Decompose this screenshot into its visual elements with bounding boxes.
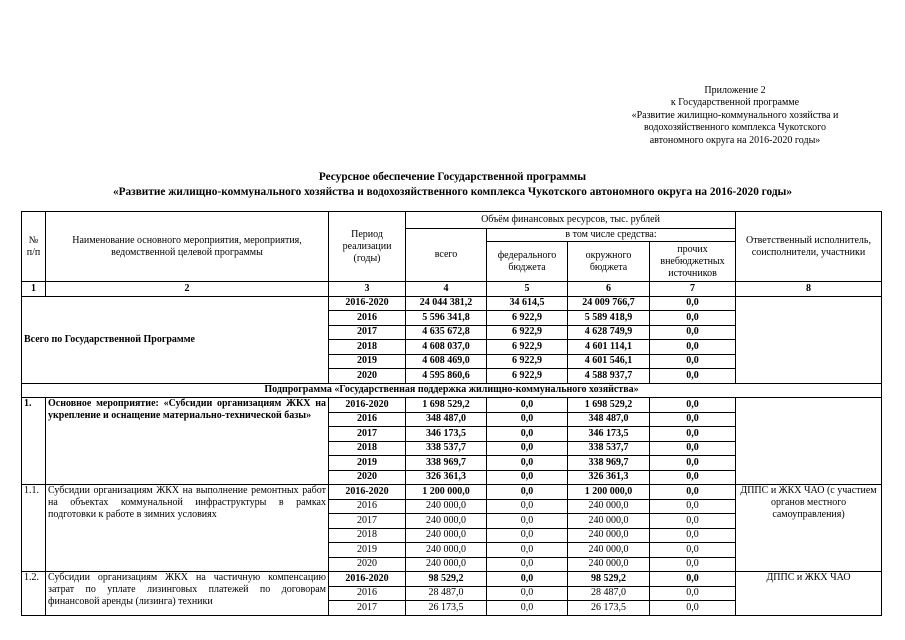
value-cell: 2016 — [329, 412, 406, 427]
value-cell: 4 601 114,1 — [568, 340, 650, 355]
value-cell: 240 000,0 — [568, 543, 650, 558]
value-cell: 2016-2020 — [329, 485, 406, 500]
value-cell: 0,0 — [650, 543, 736, 558]
value-cell: 0,0 — [487, 557, 568, 572]
table-row — [22, 572, 882, 587]
appendix-line: автономного округа на 2016-2020 годы» — [649, 134, 821, 146]
value-cell: 240 000,0 — [406, 514, 487, 529]
value-cell: 0,0 — [487, 543, 568, 558]
col-number: 1 — [22, 282, 46, 297]
appendix-note — [600, 85, 870, 147]
value-cell: 0,0 — [650, 499, 736, 514]
value-cell: 2019 — [329, 456, 406, 471]
header-federal: федерального бюджета — [487, 242, 568, 282]
document-title: Ресурсное обеспечение Государственной программы — [318, 171, 587, 183]
value-cell: 6 922,9 — [487, 340, 568, 355]
row-number: 1.2. — [22, 572, 46, 616]
col-number: 3 — [329, 282, 406, 297]
value-cell: 34 614,5 — [487, 296, 568, 311]
value-cell: 2016 — [329, 499, 406, 514]
value-cell: 98 529,2 — [406, 572, 487, 587]
value-cell: 2019 — [329, 354, 406, 369]
value-cell: 240 000,0 — [568, 557, 650, 572]
value-cell: 0,0 — [487, 456, 568, 471]
value-cell: 0,0 — [487, 586, 568, 601]
value-cell: 26 173,5 — [568, 601, 650, 616]
col-number: 5 — [487, 282, 568, 297]
value-cell: 348 487,0 — [406, 412, 487, 427]
value-cell: 2016 — [329, 311, 406, 326]
value-cell: 240 000,0 — [406, 499, 487, 514]
value-cell: 24 044 381,2 — [406, 296, 487, 311]
column-number-row — [22, 282, 882, 297]
value-cell: 0,0 — [650, 485, 736, 500]
value-cell: 6 922,9 — [487, 325, 568, 340]
value-cell: 2017 — [329, 514, 406, 529]
value-cell: 0,0 — [650, 441, 736, 456]
row-name: Основное мероприятие: «Субсидии организациям ЖКХ на укрепление и оснащение материально-технической базы» — [46, 398, 329, 485]
header-name: Наименование основного мероприятия, мероприятия, ведомственной целевой программы — [46, 212, 329, 282]
value-cell: 0,0 — [650, 427, 736, 442]
value-cell: 2016-2020 — [329, 572, 406, 587]
value-cell: 0,0 — [650, 586, 736, 601]
value-cell: 0,0 — [487, 601, 568, 616]
subprogram-row — [22, 383, 882, 398]
responsible-cell: ДППС и ЖКХ ЧАО — [736, 572, 882, 616]
value-cell: 2020 — [329, 557, 406, 572]
table-body — [22, 296, 882, 615]
value-cell: 4 635 672,8 — [406, 325, 487, 340]
value-cell: 338 537,7 — [406, 441, 487, 456]
value-cell: 346 173,5 — [406, 427, 487, 442]
value-cell: 0,0 — [487, 499, 568, 514]
value-cell: 0,0 — [487, 398, 568, 413]
value-cell: 0,0 — [650, 557, 736, 572]
value-cell: 2018 — [329, 340, 406, 355]
value-cell: 2018 — [329, 528, 406, 543]
responsible-cell — [736, 398, 882, 485]
value-cell: 5 589 418,9 — [568, 311, 650, 326]
row-number: 1.1. — [22, 485, 46, 572]
value-cell: 326 361,3 — [406, 470, 487, 485]
value-cell: 240 000,0 — [568, 514, 650, 529]
appendix-line: Приложение 2 — [704, 85, 766, 96]
value-cell: 240 000,0 — [406, 557, 487, 572]
value-cell: 2017 — [329, 601, 406, 616]
value-cell: 2020 — [329, 369, 406, 384]
col-number: 6 — [568, 282, 650, 297]
appendix-line: водохозяйственного комплекса Чукотского — [644, 122, 826, 134]
header-period: Период реализации (годы) — [329, 212, 406, 282]
value-cell: 0,0 — [650, 514, 736, 529]
value-cell: 6 922,9 — [487, 369, 568, 384]
value-cell: 348 487,0 — [568, 412, 650, 427]
value-cell: 6 922,9 — [487, 354, 568, 369]
value-cell: 0,0 — [487, 572, 568, 587]
table-row — [22, 485, 882, 500]
value-cell: 0,0 — [487, 427, 568, 442]
value-cell: 0,0 — [650, 528, 736, 543]
value-cell: 0,0 — [487, 470, 568, 485]
appendix-line: к Государственной программе — [670, 97, 800, 109]
value-cell: 4 628 749,9 — [568, 325, 650, 340]
header-total: всего — [406, 229, 487, 282]
value-cell: 28 487,0 — [568, 586, 650, 601]
value-cell: 326 361,3 — [568, 470, 650, 485]
value-cell: 0,0 — [650, 296, 736, 311]
value-cell: 2016 — [329, 586, 406, 601]
value-cell: 0,0 — [650, 456, 736, 471]
value-cell: 1 698 529,2 — [568, 398, 650, 413]
value-cell: 240 000,0 — [568, 528, 650, 543]
value-cell: 1 200 000,0 — [406, 485, 487, 500]
col-number: 2 — [46, 282, 329, 297]
table-row — [22, 398, 882, 413]
value-cell: 338 969,7 — [568, 456, 650, 471]
value-cell: 2017 — [329, 325, 406, 340]
value-cell: 0,0 — [487, 441, 568, 456]
col-number: 8 — [736, 282, 882, 297]
value-cell: 28 487,0 — [406, 586, 487, 601]
value-cell: 2016-2020 — [329, 296, 406, 311]
value-cell: 5 596 341,8 — [406, 311, 487, 326]
row-name: Субсидии организациям ЖКХ на выполнение ремонтных работ на объектах коммунальной инфраструктуры в рамках подготовки к работе в зимних условиях — [46, 485, 329, 572]
value-cell: 4 601 546,1 — [568, 354, 650, 369]
value-cell: 0,0 — [650, 470, 736, 485]
col-number: 4 — [406, 282, 487, 297]
value-cell: 2017 — [329, 427, 406, 442]
header-num: № п/п — [22, 212, 46, 282]
responsible-cell — [736, 296, 882, 383]
resources-table — [21, 211, 882, 616]
value-cell: 6 922,9 — [487, 311, 568, 326]
value-cell: 240 000,0 — [406, 528, 487, 543]
document-subtitle: «Развитие жилищно-коммунального хозяйства и водохозяйственного комплекса Чукотского автономного округа на 2016-2020 годы» — [112, 186, 793, 198]
value-cell: 0,0 — [650, 398, 736, 413]
value-cell: 0,0 — [650, 354, 736, 369]
appendix-line: «Развитие жилищно-коммунального хозяйства и — [631, 109, 839, 121]
value-cell: 1 200 000,0 — [568, 485, 650, 500]
value-cell: 0,0 — [487, 528, 568, 543]
value-cell: 2020 — [329, 470, 406, 485]
value-cell: 2019 — [329, 543, 406, 558]
responsible-cell: ДППС и ЖКХ ЧАО (с участием органов местного самоуправления) — [736, 485, 882, 572]
value-cell: 1 698 529,2 — [406, 398, 487, 413]
value-cell: 4 588 937,7 — [568, 369, 650, 384]
header-other: прочих внебюджетных источников — [650, 242, 736, 282]
value-cell: 0,0 — [650, 369, 736, 384]
row-number: 1. — [22, 398, 46, 485]
value-cell: 98 529,2 — [568, 572, 650, 587]
value-cell: 2018 — [329, 441, 406, 456]
value-cell: 4 608 469,0 — [406, 354, 487, 369]
header-district: окружного бюджета — [568, 242, 650, 282]
value-cell: 0,0 — [487, 514, 568, 529]
subprogram-title: Подпрограмма «Государственная поддержка жилищно-коммунального хозяйства» — [22, 383, 882, 398]
value-cell: 0,0 — [487, 412, 568, 427]
value-cell: 26 173,5 — [406, 601, 487, 616]
value-cell: 0,0 — [650, 601, 736, 616]
value-cell: 240 000,0 — [406, 543, 487, 558]
value-cell: 346 173,5 — [568, 427, 650, 442]
total-label-cell: Всего по Государственной Программе — [22, 296, 329, 383]
header-including: в том числе средства: — [487, 229, 736, 242]
value-cell: 0,0 — [650, 340, 736, 355]
value-cell: 0,0 — [650, 412, 736, 427]
header-volume: Объём финансовых ресурсов, тыс. рублей — [406, 212, 736, 229]
table-row — [22, 296, 882, 311]
value-cell: 4 608 037,0 — [406, 340, 487, 355]
row-name: Субсидии организациям ЖКХ на частичную компенсацию затрат по уплате лизинговых платежей по договорам финансовой аренды (лизинга) техники — [46, 572, 329, 616]
value-cell: 2016-2020 — [329, 398, 406, 413]
value-cell: 0,0 — [650, 325, 736, 340]
value-cell: 0,0 — [650, 311, 736, 326]
value-cell: 0,0 — [650, 572, 736, 587]
header-responsible: Ответственный исполнитель, соисполнители, участники — [736, 212, 882, 282]
value-cell: 24 009 766,7 — [568, 296, 650, 311]
value-cell: 338 969,7 — [406, 456, 487, 471]
value-cell: 0,0 — [487, 485, 568, 500]
value-cell: 338 537,7 — [568, 441, 650, 456]
value-cell: 240 000,0 — [568, 499, 650, 514]
col-number: 7 — [650, 282, 736, 297]
value-cell: 4 595 860,6 — [406, 369, 487, 384]
